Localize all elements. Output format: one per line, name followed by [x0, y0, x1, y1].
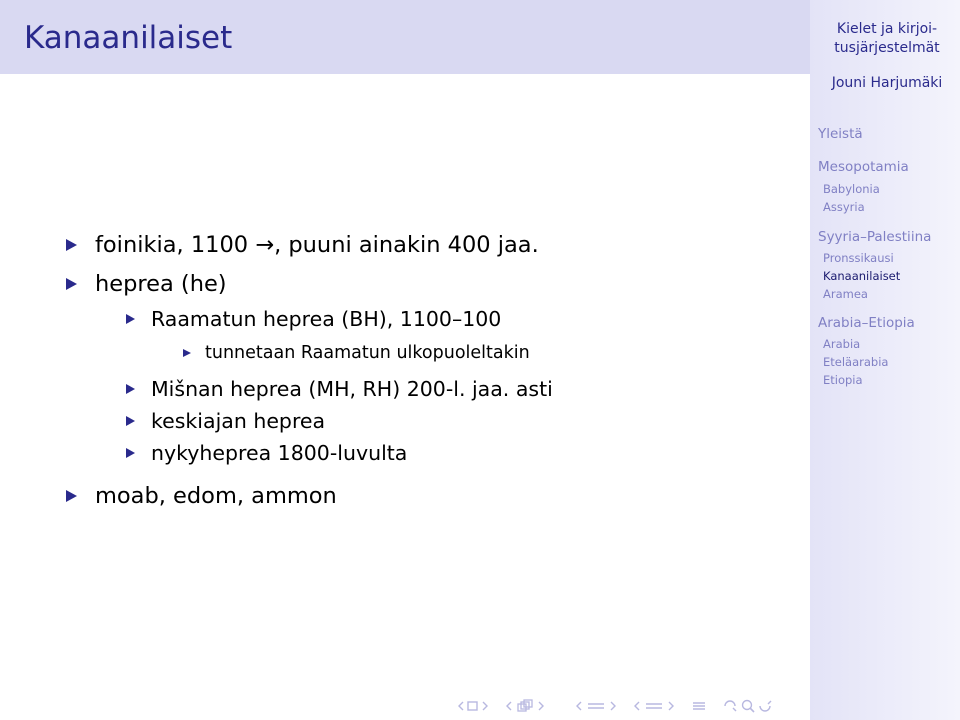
sidebar	[810, 0, 960, 720]
sidebar-subsection-babylonia[interactable]: Babylonia	[823, 182, 880, 196]
list-item-text: keskiajan heprea	[151, 409, 326, 433]
sidebar-section-syyria-palestiina[interactable]: Syyria–Palestiina	[818, 229, 932, 245]
list-item	[126, 377, 553, 401]
bullet-triangle-icon	[66, 278, 77, 290]
list-item	[66, 232, 539, 258]
list-item	[126, 409, 325, 433]
sidebar-section-arabia-etiopia[interactable]: Arabia–Etiopia	[818, 315, 915, 331]
list-item-text: heprea (he)	[95, 271, 227, 297]
list-item	[126, 441, 407, 465]
nav-frame-icon[interactable]	[506, 697, 558, 715]
nav-search-icon[interactable]	[724, 697, 776, 715]
list-item	[66, 483, 337, 509]
sidebar-subsection-kanaanilaiset[interactable]: Kanaanilaiset	[823, 269, 901, 283]
slide-content	[0, 74, 810, 694]
list-item-text: tunnetaan Raamatun ulkopuoleltakin	[205, 343, 530, 363]
list-item	[183, 343, 530, 363]
bullet-triangle-icon	[66, 239, 77, 251]
sidebar-subsection-pronssikausi[interactable]: Pronssikausi	[823, 251, 894, 265]
nav-first-icon[interactable]	[458, 697, 488, 715]
sidebar-subsection-aramea[interactable]: Aramea	[823, 287, 868, 301]
sidebar-subsection-etelaarabia[interactable]: Eteläarabia	[823, 355, 889, 369]
list-item-text: nykyheprea 1800-luvulta	[151, 441, 408, 465]
bullet-triangle-icon	[126, 314, 135, 324]
sidebar-subsection-assyria[interactable]: Assyria	[823, 200, 865, 214]
sidebar-subsection-arabia[interactable]: Arabia	[823, 337, 861, 351]
bullet-triangle-icon	[126, 384, 135, 394]
sidebar-section-yleista[interactable]: Yleistä	[818, 126, 863, 142]
frame-title: Kanaanilaiset	[24, 20, 233, 56]
bullet-triangle-icon	[126, 448, 135, 458]
nav-doc-icon[interactable]	[692, 697, 706, 715]
presentation-title-line1: Kielet ja kirjoi-	[836, 21, 938, 37]
presentation-title-line2: tusjärjestelmät	[834, 40, 940, 56]
nav-section-icon[interactable]	[634, 697, 674, 715]
list-item-text: Raamatun heprea (BH), 1100–100	[151, 307, 502, 331]
nav-subsection-icon[interactable]	[576, 697, 616, 715]
list-item-text: foinikia, 1100 →, puuni ainakin 400 jaa.	[95, 232, 539, 258]
presentation-author[interactable]: Jouni Harjumäki	[831, 75, 943, 91]
list-item-text: Mišnan heprea (MH, RH) 200-l. jaa. asti	[151, 377, 553, 401]
sidebar-subsection-etiopia[interactable]: Etiopia	[823, 373, 863, 387]
sidebar-section-mesopotamia[interactable]: Mesopotamia	[818, 159, 909, 175]
frame-title-bar	[0, 0, 810, 74]
bullet-triangle-icon	[126, 416, 135, 426]
bullet-triangle-icon	[66, 490, 77, 502]
list-item	[66, 271, 227, 297]
bullet-triangle-icon	[183, 349, 191, 357]
presentation-title[interactable]	[818, 20, 956, 58]
list-item	[126, 307, 501, 331]
navigation-bar	[458, 695, 776, 717]
list-item-text: moab, edom, ammon	[95, 483, 337, 509]
